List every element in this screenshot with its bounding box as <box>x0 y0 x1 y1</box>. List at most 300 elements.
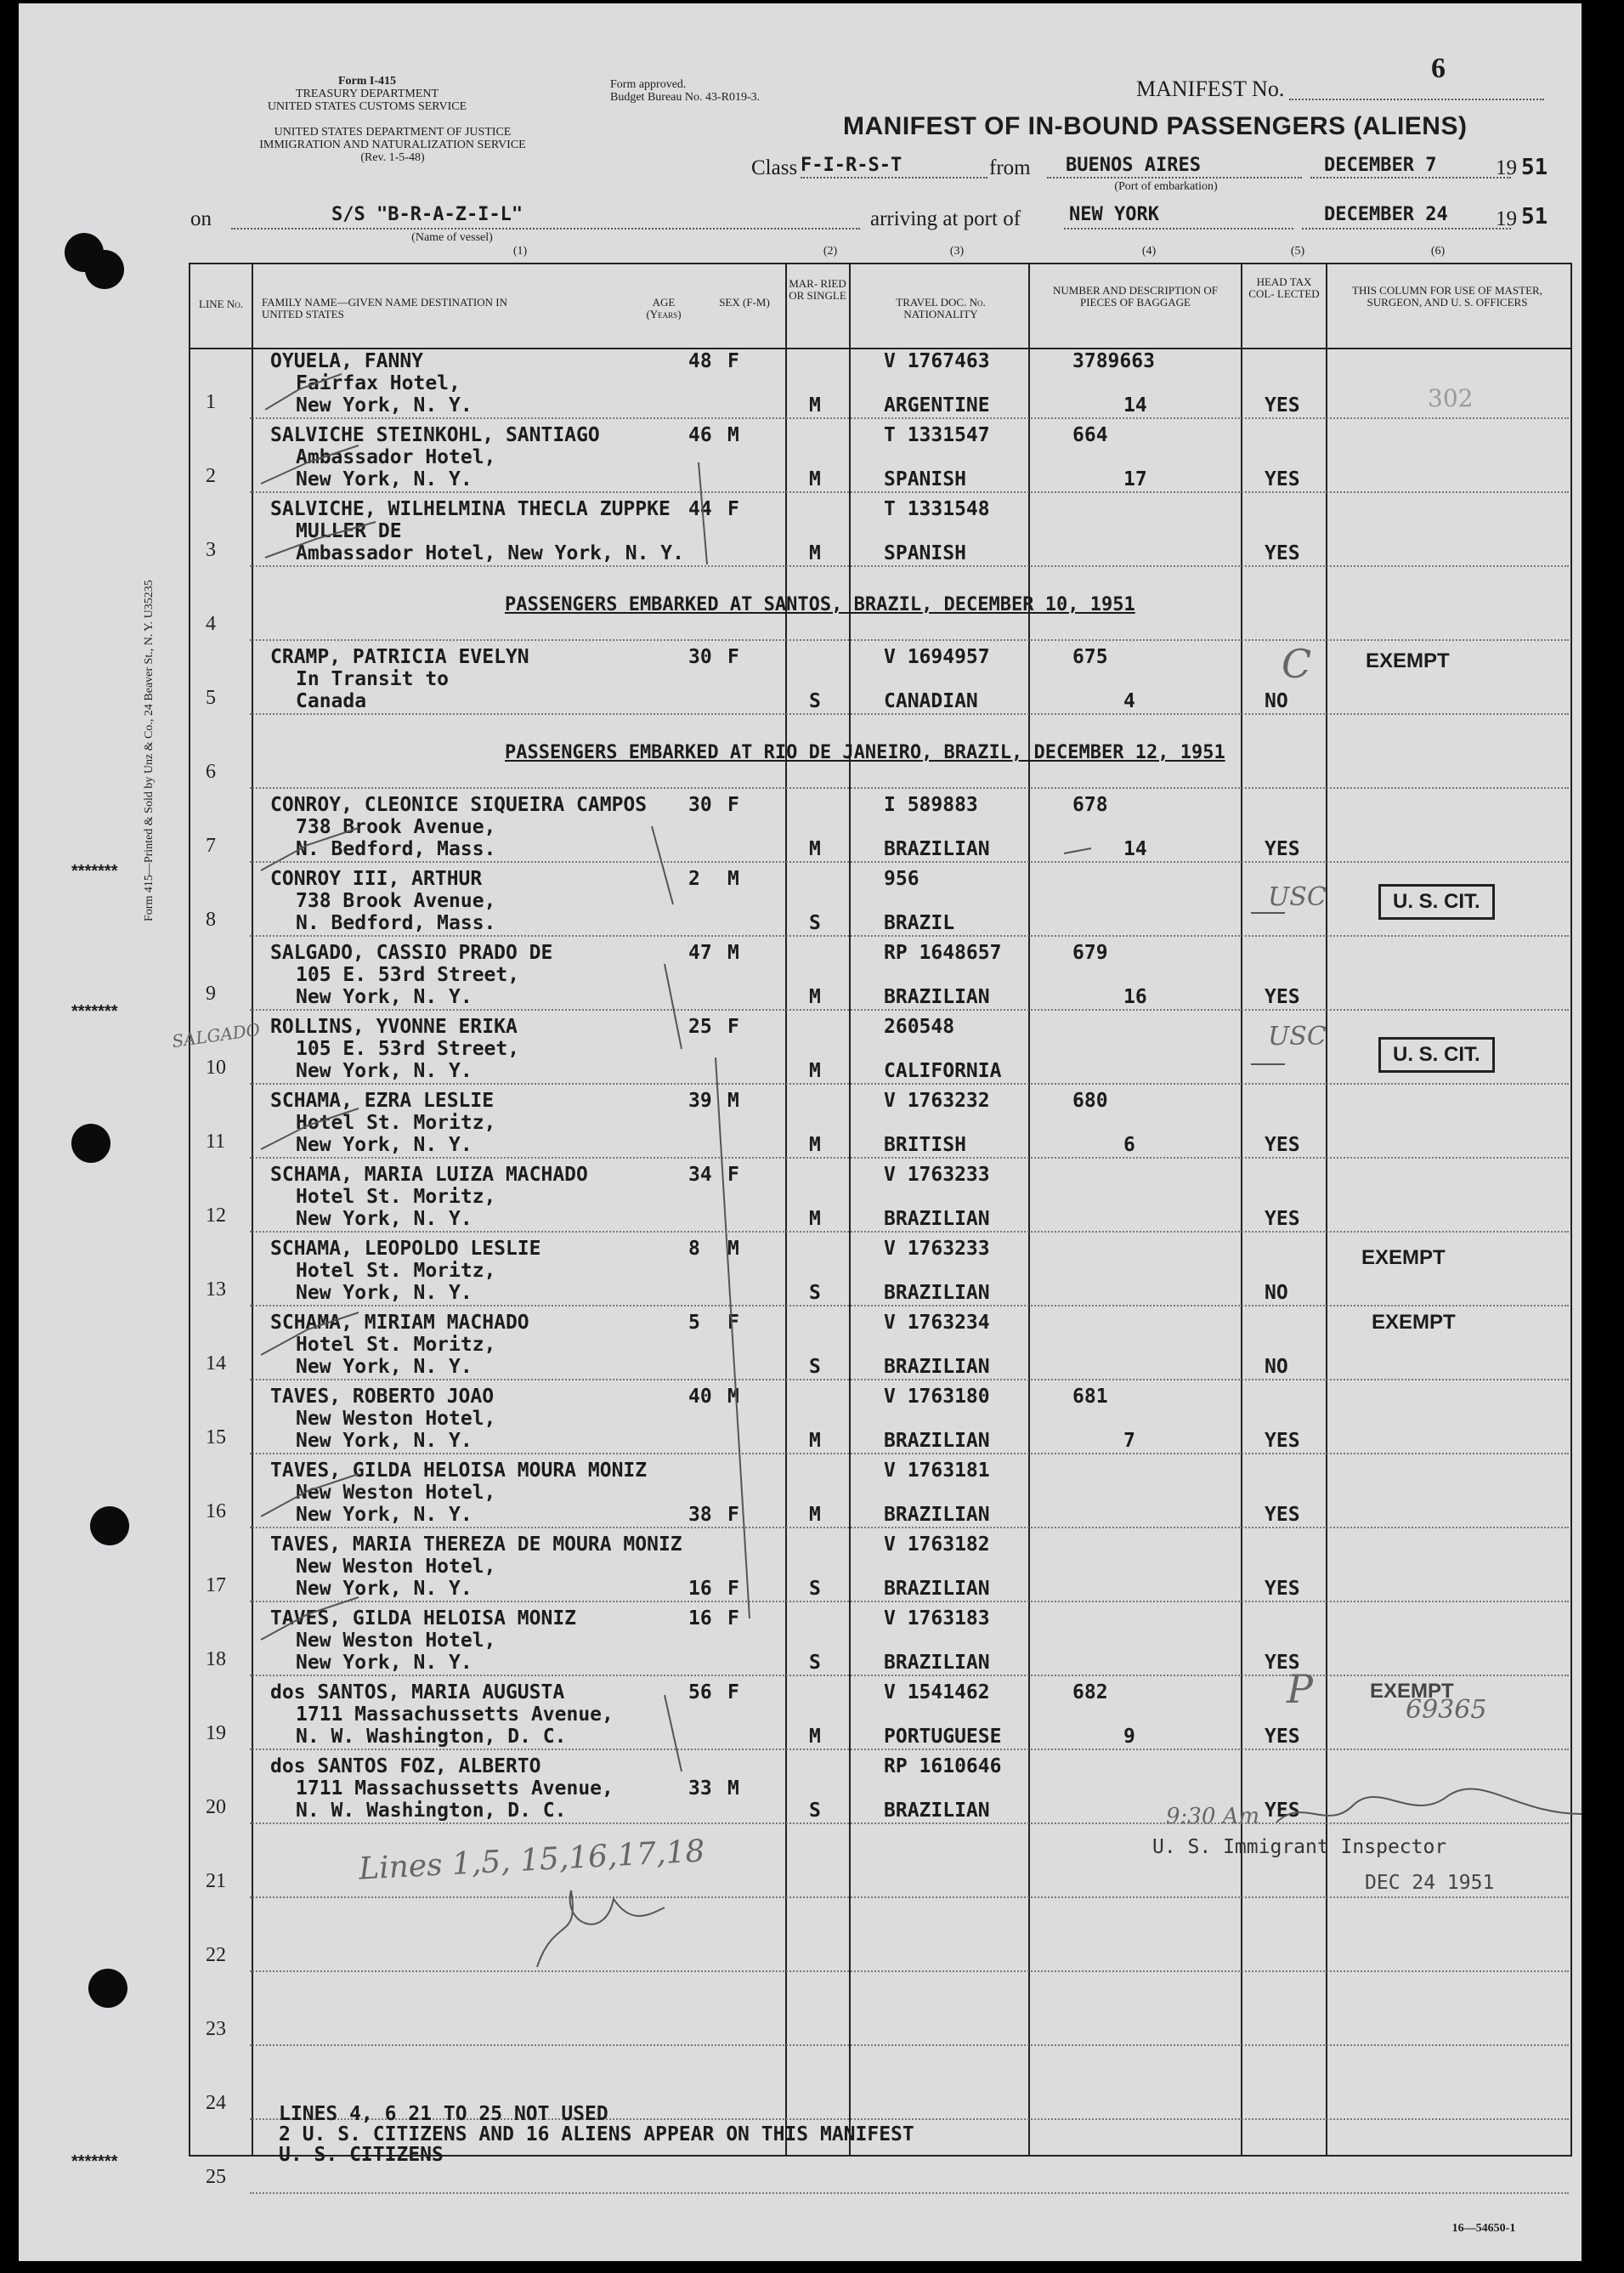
row-divider <box>250 861 1569 863</box>
travel-doc-no: V 1763233 <box>884 1238 990 1260</box>
col-divider <box>1028 264 1030 2155</box>
travel-doc-no: 956 <box>884 868 920 890</box>
head-tax: YES <box>1265 1208 1300 1230</box>
passenger-name: SALVICHE, WILHELMINA THECLA ZUPPKE <box>270 498 671 520</box>
salgado-note: SALGADO <box>170 1018 262 1052</box>
destination-line-2: N. W. Washington, D. C. <box>296 1800 567 1822</box>
footer-note-3: U. S. CITIZENS <box>279 2144 444 2166</box>
baggage-count: 9 <box>1123 1726 1135 1748</box>
exempt-stamp: EXEMPT <box>1366 649 1450 672</box>
baggage-count: 4 <box>1123 690 1135 712</box>
section-header: PASSENGERS EMBARKED AT SANTOS, BRAZIL, DECEMBER 10, 1951 <box>505 594 1135 615</box>
line-number: 23 <box>206 2018 226 2040</box>
passenger-name: CONROY, CLEONICE SIQUEIRA CAMPOS <box>270 794 648 816</box>
age-value: 8 <box>688 1238 700 1260</box>
vessel-dots <box>231 228 860 230</box>
travel-doc-no: T 1331547 <box>884 424 990 446</box>
embark-year: 51 <box>1521 155 1548 180</box>
travel-doc-no: T 1331548 <box>884 498 990 520</box>
destination-line-2: New York, N. Y. <box>296 1504 472 1526</box>
baggage-count: 17 <box>1123 468 1147 490</box>
destination-line-1: In Transit to <box>296 668 450 690</box>
head-tax: NO <box>1265 1282 1288 1304</box>
destination-line-1: Hotel St. Moritz, <box>296 1260 496 1282</box>
age-value: 30 <box>688 646 712 668</box>
from-dots <box>1047 177 1302 179</box>
destination-line-1: 105 E. 53rd Street, <box>296 1038 520 1060</box>
age-value: 40 <box>688 1386 712 1408</box>
printer-imprint: Form 415—Printed & Sold by Unz & Co., 24 Beaver St., N. Y. U35235 <box>143 580 156 921</box>
marital-status: S <box>809 1652 821 1674</box>
footer-note-2: 2 U. S. CITIZENS AND 16 ALIENS APPEAR ON THIS MANIFEST <box>279 2123 914 2145</box>
destination-line-1: New Weston Hotel, <box>296 1482 496 1504</box>
destination-line-2: New York, N. Y. <box>296 1282 472 1304</box>
line-number: 9 <box>206 983 216 1005</box>
col-divider <box>1241 264 1242 2155</box>
passenger-name: SALGADO, CASSIO PRADO DE <box>270 942 553 964</box>
passenger-name: CONROY III, ARTHUR <box>270 868 483 890</box>
nationality: BRAZILIAN <box>884 1356 990 1378</box>
line-number: 14 <box>206 1352 226 1375</box>
nationality: CALIFORNIA <box>884 1060 1002 1082</box>
head-tax: YES <box>1265 1726 1300 1748</box>
embark-date: DECEMBER 7 <box>1324 155 1437 176</box>
line-number: 7 <box>206 835 216 857</box>
footer-note-1: LINES 4, 6 21 TO 25 NOT USED <box>279 2103 608 2125</box>
travel-doc-no: V 1763180 <box>884 1386 990 1408</box>
head-tax: YES <box>1265 542 1300 564</box>
passenger-name: OYUELA, FANNY <box>270 350 424 372</box>
baggage-tag: 664 <box>1072 424 1108 446</box>
marital-status: M <box>809 1726 821 1748</box>
destination-line-2: New York, N. Y. <box>296 1578 472 1600</box>
marital-status: M <box>809 1060 821 1082</box>
customs-service: UNITED STATES CUSTOMS SERVICE <box>267 100 467 113</box>
passenger-name: ROLLINS, YVONNE ERIKA <box>270 1016 518 1038</box>
line-number: 3 <box>206 539 216 561</box>
destination-line-1: 738 Brook Avenue, <box>296 890 496 912</box>
marital-status: M <box>809 394 821 417</box>
row-divider <box>250 1896 1569 1898</box>
sex-value: M <box>727 942 739 964</box>
baggage-tag: 682 <box>1072 1681 1108 1703</box>
row-divider <box>250 1822 1569 1824</box>
sex-value: M <box>727 1777 739 1800</box>
header-rule <box>190 348 1570 349</box>
nationality: BRAZIL <box>884 912 955 934</box>
head-tax: YES <box>1265 838 1300 860</box>
age-value: 5 <box>688 1312 700 1334</box>
line-number: 15 <box>206 1426 226 1448</box>
col-divider <box>252 264 253 2155</box>
port-of-embarkation: BUENOS AIRES <box>1066 155 1201 176</box>
passenger-name: SALVICHE STEINKOHL, SANTIAGO <box>270 424 600 446</box>
head-tax: YES <box>1265 1430 1300 1452</box>
on-label: on <box>190 207 212 230</box>
sex-value: F <box>727 1504 739 1526</box>
sex-value: M <box>727 424 739 446</box>
manifest-sheet <box>19 3 1582 2261</box>
destination-line-2: New York, N. Y. <box>296 986 472 1008</box>
destination-line-1: 105 E. 53rd Street, <box>296 964 520 986</box>
row-divider <box>250 935 1569 937</box>
form-print-number: 16—54650-1 <box>1451 2222 1516 2235</box>
revision: (Rev. 1-5-48) <box>360 151 425 164</box>
budget-bureau: Budget Bureau No. 43-R019-3. <box>610 91 761 104</box>
nationality: BRAZILIAN <box>884 1282 990 1304</box>
destination-line-2: N. Bedford, Mass. <box>296 838 496 860</box>
head-tax: YES <box>1265 1800 1300 1822</box>
row-divider <box>250 1157 1569 1159</box>
line-number: 19 <box>206 1722 226 1744</box>
destination-line-1: Ambassador Hotel, <box>296 446 496 468</box>
row-divider <box>250 2192 1569 2194</box>
age-value: 34 <box>688 1164 712 1186</box>
row-divider <box>250 565 1569 567</box>
nationality: BRAZILIAN <box>884 1652 990 1674</box>
lines-note: Lines 1,5, 15,16,17,18 <box>358 1834 706 1887</box>
line-number: 17 <box>206 1574 226 1596</box>
destination-line-1: 1711 Massachussetts Avenue, <box>296 1703 614 1726</box>
sex-value: M <box>727 868 739 890</box>
time-note: 9:30 Am <box>1166 1804 1260 1829</box>
age-value: 48 <box>688 350 712 372</box>
line-number: 11 <box>206 1131 226 1153</box>
destination-line-1: Fairfax Hotel, <box>296 372 461 394</box>
row-divider <box>250 1970 1569 1972</box>
line-number: 12 <box>206 1205 226 1227</box>
manifest-number: 6 <box>1431 53 1446 84</box>
row-divider <box>250 1305 1569 1307</box>
travel-doc-no: 260548 <box>884 1016 955 1038</box>
exempt-stamp: EXEMPT <box>1372 1311 1456 1334</box>
col-divider <box>785 264 787 2155</box>
destination-line-2: N. Bedford, Mass. <box>296 912 496 934</box>
embark-year-prefix: 19 <box>1496 156 1517 179</box>
head-tax: NO <box>1265 690 1288 712</box>
inspection-date-stamp: DEC 24 1951 <box>1365 1872 1495 1894</box>
col-head-headtax: HEAD TAX COL- LECTED <box>1248 275 1320 300</box>
marital-status: S <box>809 1356 821 1378</box>
star-marks: ******* <box>71 862 118 881</box>
passenger-name: SCHAMA, MIRIAM MACHADO <box>270 1312 529 1334</box>
age-value: 16 <box>688 1578 712 1600</box>
form-approved: Form approved. <box>610 78 687 91</box>
head-tax: YES <box>1265 1578 1300 1600</box>
arrival-port-dots <box>1064 228 1293 230</box>
line-number: 22 <box>206 1944 226 1966</box>
baggage-tag: 679 <box>1072 942 1108 964</box>
arrival-date: DECEMBER 24 <box>1324 204 1448 225</box>
row-divider <box>250 787 1569 789</box>
nationality: BRAZILIAN <box>884 1430 990 1452</box>
passenger-name: TAVES, GILDA HELOISA MOURA MONIZ <box>270 1460 648 1482</box>
punch-hole <box>71 1124 110 1163</box>
col-divider <box>849 264 851 2155</box>
destination-line-2: New York, N. Y. <box>296 394 472 417</box>
destination-line-2: New York, N. Y. <box>296 1134 472 1156</box>
destination-line-2: New York, N. Y. <box>296 468 472 490</box>
passenger-name: SCHAMA, EZRA LESLIE <box>270 1090 495 1112</box>
head-tax: YES <box>1265 1652 1300 1674</box>
line-number: 10 <box>206 1057 226 1079</box>
line-number: 21 <box>206 1870 226 1892</box>
baggage-count: 6 <box>1123 1134 1135 1156</box>
passenger-name: CRAMP, PATRICIA EVELYN <box>270 646 529 668</box>
travel-doc-no: V 1763182 <box>884 1533 990 1556</box>
col-head-married: MAR- RIED OR SINGLE <box>789 277 846 302</box>
star-marks: ******* <box>71 1002 118 1021</box>
age-value: 16 <box>688 1607 712 1630</box>
travel-doc-no: V 1763183 <box>884 1607 990 1630</box>
nationality: BRAZILIAN <box>884 1578 990 1600</box>
age-value: 33 <box>688 1777 712 1800</box>
exempt-stamp: EXEMPT <box>1361 1246 1446 1269</box>
sex-value: F <box>727 1607 739 1630</box>
us-citizen-stamp: U. S. CIT. <box>1378 1037 1495 1073</box>
sex-value: F <box>727 350 739 372</box>
class-value: F-I-R-S-T <box>801 155 903 176</box>
travel-doc-no: RP 1610646 <box>884 1755 1002 1777</box>
passenger-name: dos SANTOS, MARIA AUGUSTA <box>270 1681 565 1703</box>
line-number: 18 <box>206 1648 226 1670</box>
row-divider <box>250 1379 1569 1380</box>
travel-doc-no: V 1763234 <box>884 1312 990 1334</box>
from-label: from <box>989 156 1031 179</box>
destination-line-1: 1711 Massachussetts Avenue, <box>296 1777 614 1800</box>
sex-value: F <box>727 1312 739 1334</box>
marital-status: M <box>809 1208 821 1230</box>
age-value: 30 <box>688 794 712 816</box>
sex-value: F <box>727 498 739 520</box>
port-embark-caption: (Port of embarkation) <box>1114 180 1218 193</box>
row-divider <box>250 639 1569 641</box>
passenger-name: SCHAMA, MARIA LUIZA MACHADO <box>270 1164 588 1186</box>
sex-value: F <box>727 646 739 668</box>
age-value: 47 <box>688 942 712 964</box>
col-head-travel: TRAVEL DOC. No. NATIONALITY <box>896 296 986 320</box>
row-divider <box>250 1749 1569 1750</box>
row-divider <box>250 1675 1569 1676</box>
col-head-officers: THIS COLUMN FOR USE OF MASTER, SURGEON, AND U. S. OFFICERS <box>1352 284 1542 309</box>
line-number: 13 <box>206 1278 226 1301</box>
baggage-tag: 675 <box>1072 646 1108 668</box>
head-tax: YES <box>1265 1504 1300 1526</box>
col-number-5: (5) <box>1290 245 1305 258</box>
travel-doc-no: RP 1648657 <box>884 942 1002 964</box>
exempt-stamp-overwritten: EXEMPT <box>1370 1680 1454 1703</box>
p-mark: P <box>1287 1666 1313 1712</box>
sex-value: F <box>727 1016 739 1038</box>
col-number-4: (4) <box>1141 245 1157 258</box>
nationality: SPANISH <box>884 468 966 490</box>
age-value: 2 <box>688 868 700 890</box>
nationality: BRITISH <box>884 1134 966 1156</box>
destination-line-1: New Weston Hotel, <box>296 1408 496 1430</box>
marital-status: M <box>809 838 821 860</box>
sex-value: F <box>727 1164 739 1186</box>
line-number: 6 <box>206 761 216 783</box>
age-value: 25 <box>688 1016 712 1038</box>
punch-hole <box>88 1969 127 2008</box>
col-head-baggage: NUMBER AND DESCRIPTION OF PIECES OF BAGGAGE <box>1053 284 1218 309</box>
nationality: CANADIAN <box>884 690 978 712</box>
marital-status: M <box>809 986 821 1008</box>
manifest-label: MANIFEST No. <box>1136 77 1285 101</box>
line-number: 25 <box>206 2166 226 2188</box>
col-head-sex: SEX (F-M) <box>719 296 770 309</box>
nationality: BRAZILIAN <box>884 986 990 1008</box>
number-note: 69365 <box>1406 1695 1487 1725</box>
manifest-no-dots <box>1289 99 1544 100</box>
col-number-2: (2) <box>823 245 838 258</box>
row-divider <box>250 1453 1569 1454</box>
col-head-age: AGE (Years) <box>646 296 682 320</box>
line-number: 4 <box>206 613 216 635</box>
class-label: Class <box>751 156 798 179</box>
us-citizen-stamp: U. S. CIT. <box>1378 884 1495 920</box>
destination-line-1: MULLER DE <box>296 520 402 542</box>
head-tax: YES <box>1265 986 1300 1008</box>
travel-doc-no: V 1763181 <box>884 1460 990 1482</box>
marital-status: S <box>809 1800 821 1822</box>
sex-value: F <box>727 1578 739 1600</box>
arriving-label: arriving at port of <box>870 207 1021 230</box>
row-divider <box>250 1601 1569 1602</box>
sex-value: F <box>727 1681 739 1703</box>
head-tax: YES <box>1265 394 1300 417</box>
destination-line-2: Ambassador Hotel, New York, N. Y. <box>296 542 684 564</box>
form-number-label: Form I-415 <box>337 75 397 88</box>
marital-status: M <box>809 1430 821 1452</box>
vessel-caption: (Name of vessel) <box>411 231 493 244</box>
marital-status: S <box>809 1578 821 1600</box>
section-header: PASSENGERS EMBARKED AT RIO DE JANEIRO, BRAZIL, DECEMBER 12, 1951 <box>505 742 1225 763</box>
justice-dept: UNITED STATES DEPARTMENT OF JUSTICE <box>274 126 512 139</box>
col-head-name: FAMILY NAME—GIVEN NAME DESTINATION IN UNITED STATES <box>262 296 508 320</box>
col-number-6: (6) <box>1430 245 1446 258</box>
baggage-count: 14 <box>1123 394 1147 417</box>
arrival-date-dots <box>1302 228 1511 230</box>
destination-line-2: New York, N. Y. <box>296 1430 472 1452</box>
c-mark: C <box>1282 641 1312 687</box>
line-number: 2 <box>206 465 216 487</box>
line-number: 5 <box>206 687 216 709</box>
marital-status: S <box>809 690 821 712</box>
punch-hole <box>90 1506 129 1545</box>
age-value: 38 <box>688 1504 712 1526</box>
col-number-1: (1) <box>512 245 528 258</box>
sex-value: M <box>727 1386 739 1408</box>
baggage-tag: 3789663 <box>1072 350 1155 372</box>
head-tax: YES <box>1265 468 1300 490</box>
usc-mark: USC <box>1268 1022 1327 1051</box>
baggage-count: 7 <box>1123 1430 1135 1452</box>
baggage-count: 14 <box>1123 838 1147 860</box>
usc-mark: USC <box>1268 882 1327 912</box>
destination-line-1: New Weston Hotel, <box>296 1556 496 1578</box>
nationality: PORTUGUESE <box>884 1726 1002 1748</box>
destination-line-1: New Weston Hotel, <box>296 1630 496 1652</box>
nationality: BRAZILIAN <box>884 1504 990 1526</box>
row-divider <box>250 1009 1569 1011</box>
passenger-name: TAVES, GILDA HELOISA MONIZ <box>270 1607 577 1630</box>
marital-status: M <box>809 1134 821 1156</box>
inspector-title: U. S. Immigrant Inspector <box>1152 1836 1447 1858</box>
star-marks: ******* <box>71 2152 118 2171</box>
col-head-line: LINE No. <box>199 298 243 310</box>
sex-value: M <box>727 1238 739 1260</box>
arrival-year: 51 <box>1521 204 1548 230</box>
nationality: ARGENTINE <box>884 394 990 417</box>
passenger-name: TAVES, ROBERTO JOAO <box>270 1386 495 1408</box>
line-number: 24 <box>206 2092 226 2114</box>
nationality: SPANISH <box>884 542 966 564</box>
baggage-tag: 678 <box>1072 794 1108 816</box>
destination-line-2: Canada <box>296 690 367 712</box>
marital-status: M <box>809 468 821 490</box>
age-value: 39 <box>688 1090 712 1112</box>
marital-status: S <box>809 912 821 934</box>
row-divider <box>250 1527 1569 1528</box>
destination-line-1: Hotel St. Moritz, <box>296 1334 496 1356</box>
arrival-year-prefix: 19 <box>1496 207 1517 230</box>
nationality: BRAZILIAN <box>884 1208 990 1230</box>
nationality: BRAZILIAN <box>884 838 990 860</box>
row-divider <box>250 2044 1569 2046</box>
passenger-name: TAVES, MARIA THEREZA DE MOURA MONIZ <box>270 1533 682 1556</box>
age-value: 44 <box>688 498 712 520</box>
vessel-name: S/S "B-R-A-Z-I-L" <box>331 204 523 225</box>
embark-date-dots <box>1310 177 1511 179</box>
passenger-name: SCHAMA, LEOPOLDO LESLIE <box>270 1238 541 1260</box>
baggage-tag: 680 <box>1072 1090 1108 1112</box>
baggage-count: 16 <box>1123 986 1147 1008</box>
travel-doc-no: V 1694957 <box>884 646 990 668</box>
baggage-tag: 681 <box>1072 1386 1108 1408</box>
destination-line-1: 738 Brook Avenue, <box>296 816 496 838</box>
destination-line-2: New York, N. Y. <box>296 1356 472 1378</box>
destination-line-2: New York, N. Y. <box>296 1208 472 1230</box>
travel-doc-no: V 1541462 <box>884 1681 990 1703</box>
manifest-title: MANIFEST OF IN-BOUND PASSENGERS (ALIENS) <box>843 112 1468 140</box>
line-number: 8 <box>206 909 216 931</box>
treasury-dept: TREASURY DEPARTMENT <box>295 88 439 100</box>
marital-status: M <box>809 1504 821 1526</box>
row-divider <box>250 713 1569 715</box>
col-number-3: (3) <box>949 245 965 258</box>
destination-line-2: N. W. Washington, D. C. <box>296 1726 567 1748</box>
arrival-port: NEW YORK <box>1069 204 1159 225</box>
nationality: BRAZILIAN <box>884 1800 990 1822</box>
travel-doc-no: I 589883 <box>884 794 978 816</box>
col-divider <box>1326 264 1327 2155</box>
passenger-name: dos SANTOS FOZ, ALBERTO <box>270 1755 541 1777</box>
row-divider <box>250 491 1569 493</box>
head-tax: NO <box>1265 1356 1288 1378</box>
ins-service: IMMIGRATION AND NATURALIZATION SERVICE <box>259 139 526 151</box>
row-divider <box>250 417 1569 419</box>
old-number-pencil: 302 <box>1428 384 1474 412</box>
destination-line-1: Hotel St. Moritz, <box>296 1186 496 1208</box>
travel-doc-no: V 1763233 <box>884 1164 990 1186</box>
age-value: 46 <box>688 424 712 446</box>
sex-value: F <box>727 794 739 816</box>
line-number: 1 <box>206 391 216 413</box>
age-value: 56 <box>688 1681 712 1703</box>
class-dots <box>801 177 987 179</box>
sex-value: M <box>727 1090 739 1112</box>
